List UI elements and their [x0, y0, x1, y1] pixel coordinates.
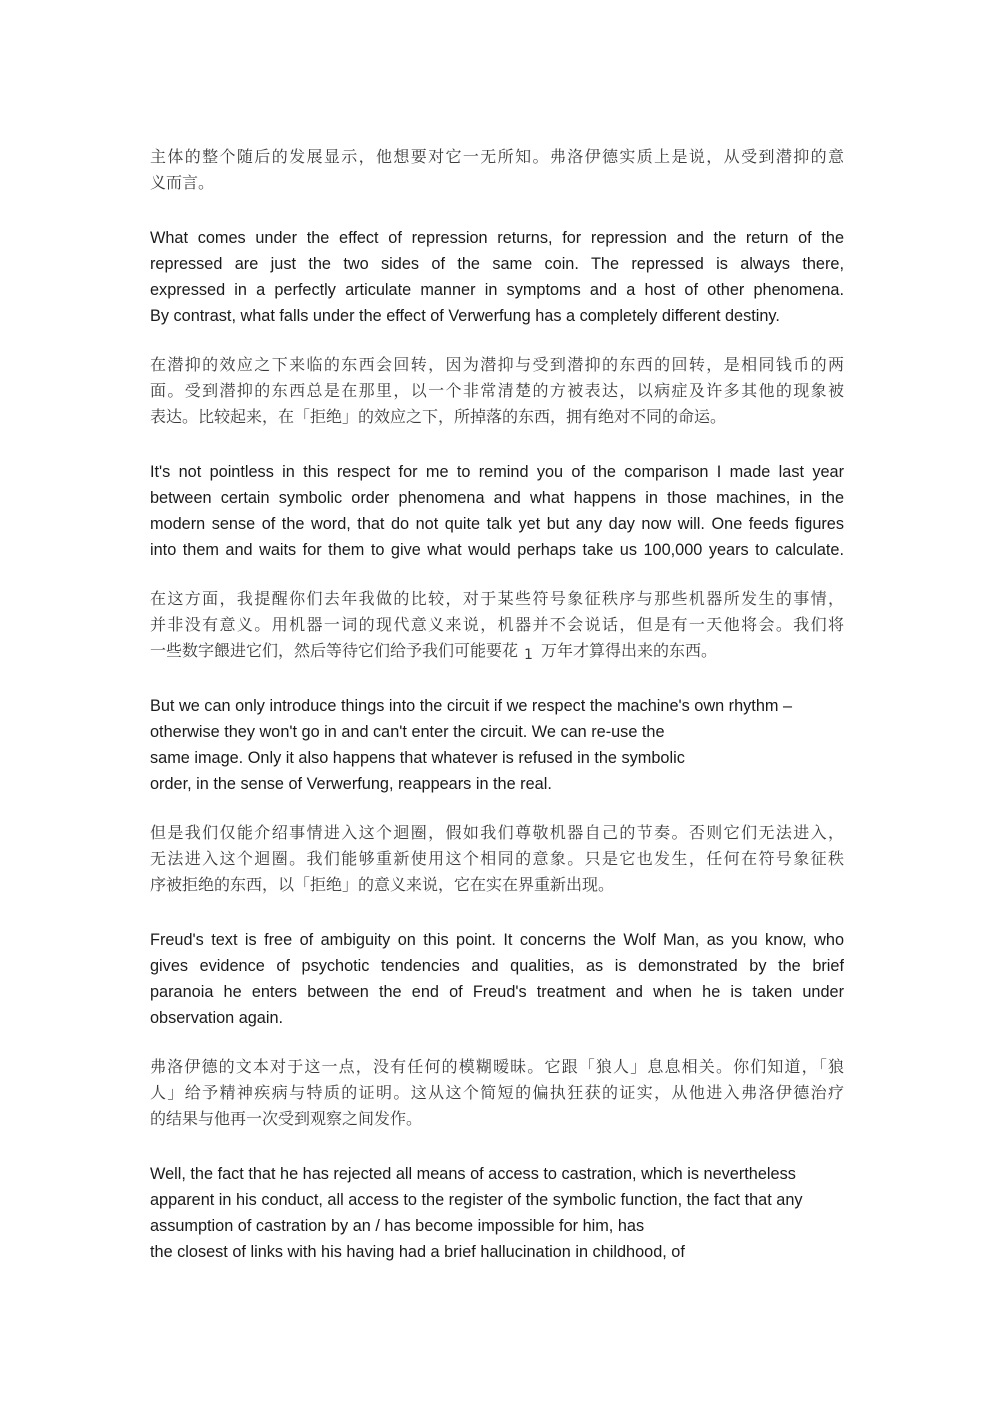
text-line: Well, the fact that he has rejected all means of access to castration, which is nevertheless [150, 1165, 796, 1183]
text-line: the closest of links with his having had a brief hallucination in childhood, of [150, 1243, 685, 1261]
text-line: otherwise they won't go in and can't enter the circuit. We can re-use the [150, 723, 665, 741]
text-fragment: 万年才算得出来的东西。 [540, 641, 717, 660]
text-line: 无法进入这个迴圈。我们能够重新使用这个相同的意象。只是它也发生，任何在符号象征秩 [150, 849, 844, 868]
text-line: paranoia he enters between the end of Freud's treatment and when he is taken under [150, 983, 844, 1001]
text-line: 在这方面，我提醒你们去年我做的比较，对于某些符号象征秩序与那些机器所发生的事情， [150, 589, 844, 608]
text-line: gives evidence of psychotic tendencies and qualities, as is demonstrated by the brief [150, 957, 844, 975]
text-line: expressed in a perfectly articulate manner in symptoms and a host of other phenomena. [150, 281, 844, 299]
text-line: same image. Only it also happens that whatever is refused in the symbolic [150, 749, 685, 767]
text-line: order, in the sense of Verwerfung, reappears in the real. [150, 775, 552, 793]
text-line: 人」给予精神疾病与特质的证明。这从这个简短的偏执狂获的证实，从他进入弗洛伊德治疗 [150, 1083, 844, 1102]
text-line: What comes under the effect of repression returns, for repression and the return of the [150, 229, 844, 247]
text-line: By contrast, what falls under the effect of Verwerfung has a completely different destiny. [150, 307, 780, 325]
text-line: 主体的整个随后的发展显示，他想要对它一无所知。弗洛伊德实质上是说，从受到潜抑的意 [150, 147, 844, 166]
text-line: 弗洛伊德的文本对于这一点，没有任何的模糊暧昧。它跟「狼人」息息相关。你们知道，「狼 [150, 1057, 844, 1076]
text-fragment: 一些数字餵进它们，然后等待它们给予我们可能要花 [150, 641, 519, 660]
paragraph-zh-3 [150, 586, 844, 664]
footnote-number: 1 [524, 647, 533, 663]
text-line: 的结果与他再一次受到观察之间发作。 [150, 1109, 423, 1128]
text-line: into them and waits for them to give what would perhaps take us 100,000 years to calculate. [150, 541, 844, 559]
paragraph-en-3 [150, 693, 792, 797]
text-line [150, 638, 844, 664]
paragraph-en-1 [150, 225, 844, 329]
paragraph-en-4 [150, 927, 844, 1031]
text-line: 序被拒绝的东西，以「拒绝」的意义来说，它在实在界重新出现。 [150, 875, 615, 894]
text-line: 义而言。 [150, 173, 215, 192]
text-line: But we can only introduce things into the circuit if we respect the machine's own rhythm – [150, 697, 793, 715]
text-line: 并非没有意义。用机器一词的现代意义来说，机器并不会说话，但是有一天他将会。我们将 [150, 615, 844, 634]
document-page [150, 0, 844, 1403]
text-line: It's not pointless in this respect for me to remind you of the comparison I made last year [150, 463, 844, 481]
paragraph-en-2 [150, 459, 844, 563]
paragraph-zh-5 [150, 1054, 844, 1132]
text-line: 表达。比较起来，在「拒绝」的效应之下，所掉落的东西，拥有绝对不同的命运。 [150, 407, 727, 426]
text-line: 但是我们仅能介绍事情进入这个迴圈，假如我们尊敬机器自己的节奏。否则它们无法进入， [150, 823, 844, 842]
text-line: between certain symbolic order phenomena and what happens in those machines, in the [150, 489, 844, 507]
text-line: repressed are just the two sides of the same coin. The repressed is always there, [150, 255, 844, 273]
paragraph-zh-1 [150, 144, 844, 196]
text-line: 在潜抑的效应之下来临的东西会回转，因为潜抑与受到潜抑的东西的回转，是相同钱币的两 [150, 355, 844, 374]
text-line: Freud's text is free of ambiguity on this point. It concerns the Wolf Man, as you know, who [150, 931, 844, 949]
paragraph-zh-4 [150, 820, 844, 898]
text-line: 面。受到潜抑的东西总是在那里，以一个非常清楚的方被表达，以病症及许多其他的现象被 [150, 381, 844, 400]
text-line: apparent in his conduct, all access to the register of the symbolic function, the fact that any [150, 1191, 803, 1209]
text-line: modern sense of the word, that do not quite talk yet but any day now will. One feeds figures [150, 515, 844, 533]
paragraph-zh-2 [150, 352, 844, 430]
text-line: observation again. [150, 1009, 284, 1027]
paragraph-en-5 [150, 1161, 803, 1265]
text-line: assumption of castration by an / has become impossible for him, has [150, 1217, 645, 1235]
